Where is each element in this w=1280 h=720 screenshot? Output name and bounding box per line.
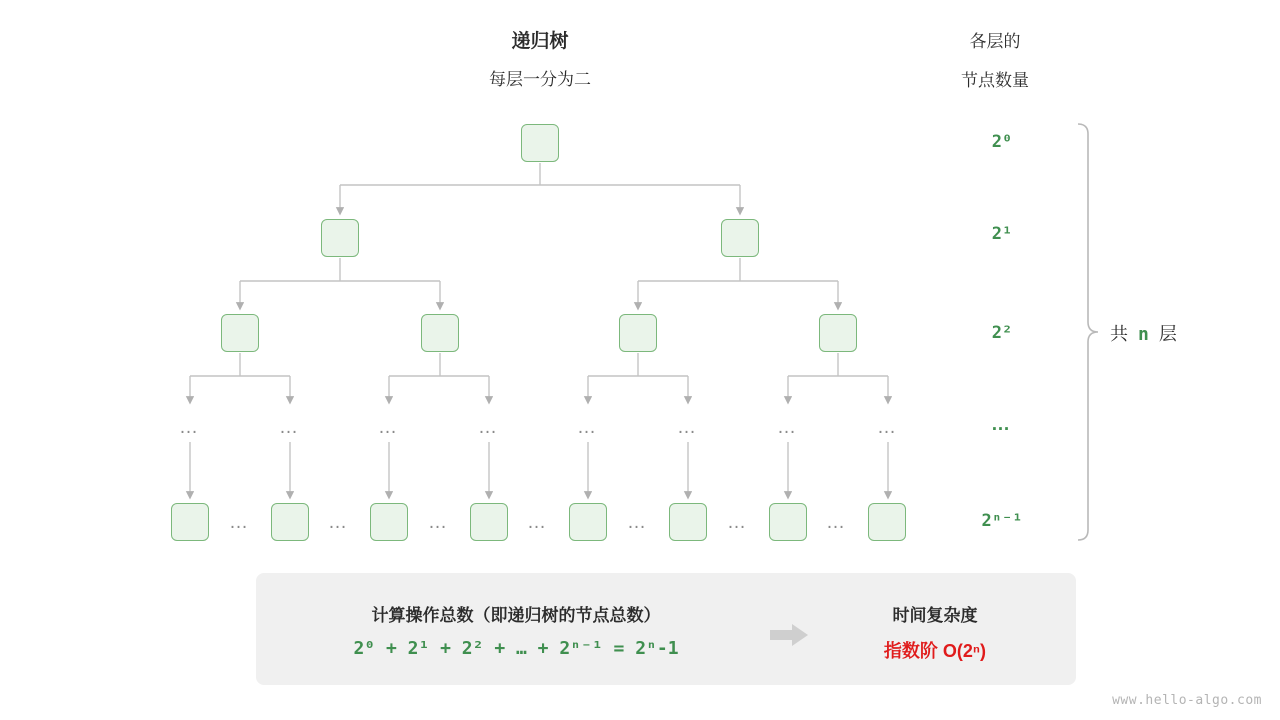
- arrow-right-icon: [768, 622, 810, 648]
- right-column-title-line2: 节点数量: [961, 71, 1029, 90]
- tree-node: [321, 219, 359, 257]
- tree-ellipsis: …: [478, 417, 500, 438]
- level-count-label-0: 2⁰: [991, 132, 1013, 152]
- tree-node: [421, 314, 459, 352]
- site-watermark: www.hello-algo.com: [1112, 693, 1262, 708]
- level-count-label-1: 2¹: [991, 224, 1013, 244]
- tree-node: [370, 503, 408, 541]
- tree-node: [521, 124, 559, 162]
- tree-node: [619, 314, 657, 352]
- tree-ellipsis: …: [627, 512, 649, 533]
- tree-node: [271, 503, 309, 541]
- tree-node: [819, 314, 857, 352]
- tree-ellipsis: …: [826, 512, 848, 533]
- page-subtitle: 每层一分为二: [489, 70, 591, 89]
- tree-node: [868, 503, 906, 541]
- tree-ellipsis: …: [428, 512, 450, 533]
- total-levels-suffix: 层: [1158, 324, 1177, 344]
- operation-count-title: 计算操作总数（即递归树的节点总数）: [371, 606, 661, 625]
- page-title: 递归树: [511, 31, 569, 52]
- tree-ellipsis: …: [677, 417, 699, 438]
- total-levels-label: [1110, 320, 1177, 346]
- tree-node: [171, 503, 209, 541]
- tree-node: [721, 219, 759, 257]
- tree-ellipsis: …: [527, 512, 549, 533]
- total-levels-variable: n: [1138, 324, 1149, 345]
- tree-ellipsis: …: [777, 417, 799, 438]
- level-count-label-last: 2ⁿ⁻¹: [981, 511, 1023, 531]
- tree-ellipsis: …: [179, 417, 201, 438]
- operation-count-formula: 2⁰ + 2¹ + 2² + … + 2ⁿ⁻¹ = 2ⁿ-1: [353, 638, 679, 659]
- tree-ellipsis: …: [328, 512, 350, 533]
- level-count-label-ellipsis: …: [991, 414, 1013, 435]
- tree-ellipsis: …: [727, 512, 749, 533]
- tree-node: [569, 503, 607, 541]
- tree-ellipsis: …: [378, 417, 400, 438]
- tree-node: [470, 503, 508, 541]
- total-levels-prefix: 共: [1110, 324, 1128, 344]
- time-complexity-title: 时间复杂度: [892, 606, 978, 625]
- level-count-label-2: 2²: [991, 323, 1013, 343]
- tree-ellipsis: …: [229, 512, 251, 533]
- right-column-title-line1: 各层的: [969, 32, 1021, 51]
- tree-node: [669, 503, 707, 541]
- tree-ellipsis: …: [577, 417, 599, 438]
- tree-ellipsis: …: [279, 417, 301, 438]
- summary-panel: [256, 573, 1076, 685]
- tree-ellipsis: …: [877, 417, 899, 438]
- level-count-brace: [1078, 124, 1098, 540]
- time-complexity-value: 指数阶 O(2ⁿ): [883, 641, 987, 661]
- tree-node: [221, 314, 259, 352]
- tree-node: [769, 503, 807, 541]
